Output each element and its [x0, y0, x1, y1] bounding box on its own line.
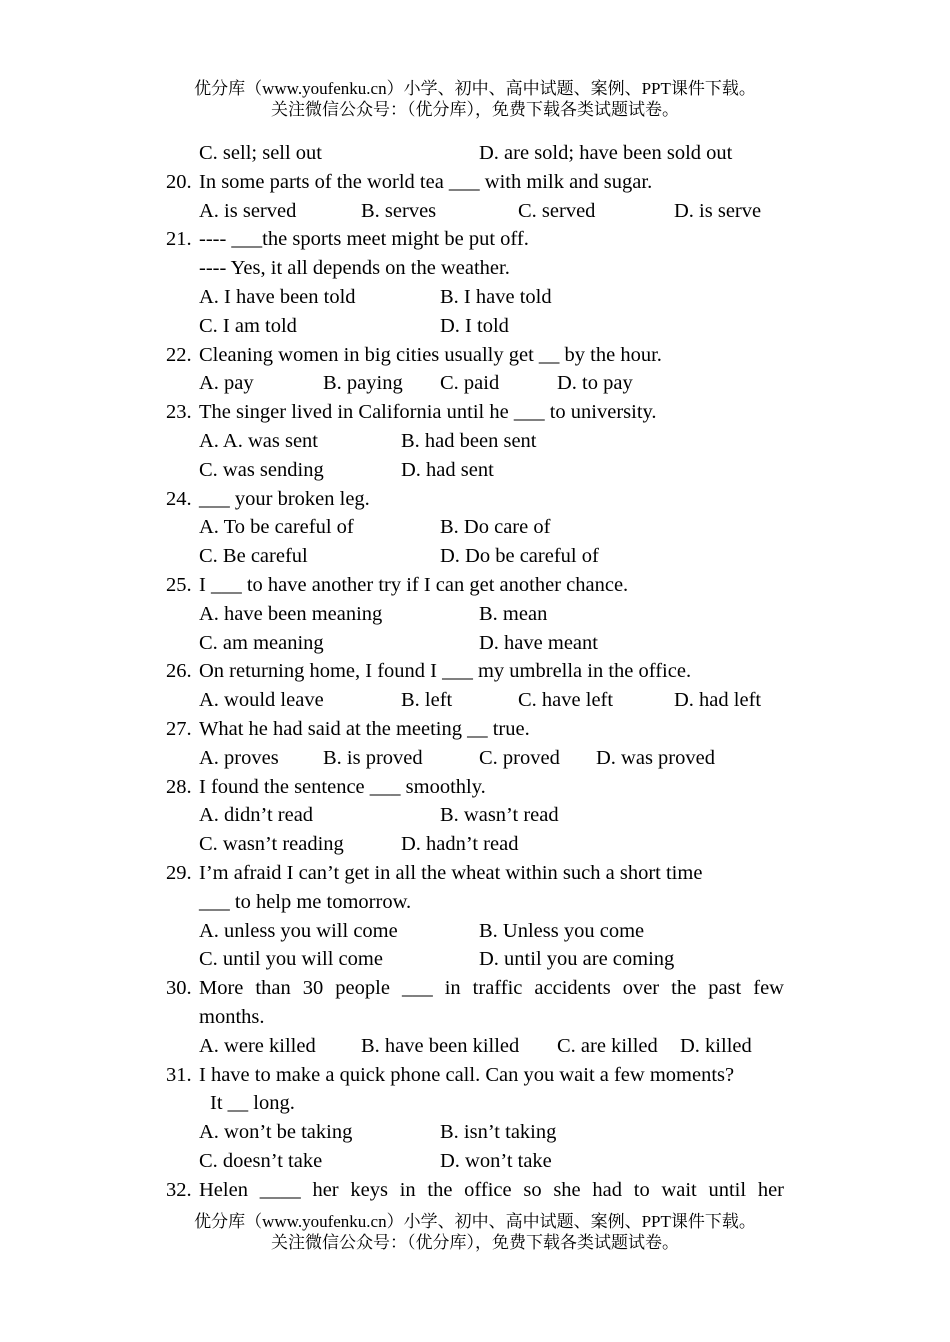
q23-options-cd	[166, 456, 784, 485]
question-list	[166, 139, 784, 1204]
q22-option-c: C. paid	[440, 372, 500, 395]
q23-text: The singer lived in California until he ___ to university.	[199, 401, 657, 424]
q24-text: ___ your broken leg.	[199, 487, 370, 510]
q28-text: I found the sentence ___ smoothly.	[199, 775, 486, 798]
page-header	[0, 78, 950, 120]
q32-number: 32.	[166, 1178, 192, 1201]
q29-options-cd	[166, 945, 784, 974]
q19-option-d: D. are sold; have been sold out	[479, 142, 733, 164]
q29-option-a: A. unless you will come	[199, 919, 398, 942]
q26-option-a: A. would leave	[199, 689, 324, 712]
q27-option-c: C. proved	[479, 746, 560, 769]
q31-option-d: D. won’t take	[440, 1149, 552, 1172]
q24-option-d: D. Do be careful of	[440, 545, 599, 568]
q29-options-ab	[166, 917, 784, 946]
q30-number: 30.	[166, 977, 192, 1000]
q26-option-b: B. left	[401, 689, 453, 712]
q21-option-d: D. I told	[440, 314, 509, 337]
q25-option-c: C. am meaning	[199, 631, 324, 654]
q30-text-2: months.	[199, 1005, 265, 1028]
q20-option-b: B. serves	[361, 199, 437, 222]
q25-text: I ___ to have another try if I can get another chance.	[199, 573, 629, 596]
q27-number: 27.	[166, 717, 192, 740]
q32-stem	[166, 1176, 784, 1205]
q31-option-a: A. won’t be taking	[199, 1121, 353, 1144]
q27-stem	[166, 715, 784, 744]
q27-options	[166, 744, 784, 773]
q21-options-cd	[166, 312, 784, 341]
q27-option-b: B. is proved	[323, 746, 423, 769]
q24-option-a: A. To be careful of	[199, 516, 354, 539]
q31-option-c: C. doesn’t take	[199, 1149, 323, 1172]
q31-text-2: It __ long.	[210, 1092, 295, 1115]
q27-option-d: D. was proved	[596, 746, 715, 769]
q29-text-2: ___ to help me tomorrow.	[199, 890, 412, 913]
q20-option-a: A. is served	[199, 199, 297, 222]
q19-option-c: C. sell; sell out	[199, 142, 322, 164]
q29-option-c: C. until you will come	[199, 948, 383, 971]
q31-stem-2	[166, 1089, 784, 1118]
q30-option-b: B. have been killed	[361, 1034, 520, 1057]
q20-stem	[166, 168, 784, 197]
q30-options	[166, 1032, 784, 1061]
q29-text: I’m afraid I can’t get in all the wheat within such a short time	[199, 861, 703, 884]
q22-text: Cleaning women in big cities usually get __ by the hour.	[199, 343, 662, 366]
q26-options	[166, 686, 784, 715]
q24-number: 24.	[166, 487, 192, 510]
q24-options-ab	[166, 513, 784, 542]
q31-number: 31.	[166, 1063, 192, 1086]
header-line-2: 关注微信公众号：（优分库），免费下载各类试题试卷。	[271, 100, 679, 119]
q28-options-ab	[166, 801, 784, 830]
q26-option-c: C. have left	[518, 689, 614, 712]
q32-text: Helen ____ her keys in the office so she had to wait until her	[199, 1178, 784, 1201]
footer-line-1: 优分库（www.youfenku.cn）小学、初中、高中试题、案例、PPT课件下载。	[194, 1212, 756, 1231]
q28-stem	[166, 773, 784, 802]
page-footer	[0, 1211, 950, 1253]
q22-option-d: D. to pay	[557, 372, 633, 395]
q21-stem	[166, 225, 784, 254]
q23-number: 23.	[166, 401, 192, 424]
q28-option-d: D. hadn’t read	[401, 833, 519, 856]
q22-option-b: B. paying	[323, 372, 403, 395]
q30-option-d: D. killed	[680, 1034, 752, 1057]
q29-option-b: B. Unless you come	[479, 919, 645, 942]
q30-option-c: C. are killed	[557, 1034, 658, 1057]
q20-options	[166, 197, 784, 226]
q26-stem	[166, 657, 784, 686]
q23-stem	[166, 398, 784, 427]
q21-stem-2	[166, 254, 784, 283]
q24-option-b: B. Do care of	[440, 516, 551, 539]
q23-option-b: B. had been sent	[401, 429, 537, 452]
q31-options-ab	[166, 1118, 784, 1147]
q31-stem	[166, 1061, 784, 1090]
q29-number: 29.	[166, 861, 192, 884]
q22-number: 22.	[166, 343, 192, 366]
q28-number: 28.	[166, 775, 192, 798]
q24-stem	[166, 485, 784, 514]
q26-option-d: D. had left	[674, 689, 762, 712]
q22-options	[166, 369, 784, 398]
header-line-1: 优分库（www.youfenku.cn）小学、初中、高中试题、案例、PPT课件下载。	[194, 79, 756, 98]
q30-stem	[166, 974, 784, 1003]
q22-stem	[166, 341, 784, 370]
q22-option-a: A. pay	[199, 372, 254, 395]
q21-text-2: ---- Yes, it all depends on the weather.	[199, 257, 510, 280]
q26-text: On returning home, I found I ___ my umbrella in the office.	[199, 660, 692, 683]
q23-option-d: D. had sent	[401, 458, 494, 481]
q25-options-ab	[166, 600, 784, 629]
q30-option-a: A. were killed	[199, 1034, 316, 1057]
q27-text: What he had said at the meeting __ true.	[199, 717, 530, 740]
q21-options-ab	[166, 283, 784, 312]
q28-options-cd	[166, 830, 784, 859]
q24-options-cd	[166, 542, 784, 571]
q20-option-c: C. served	[518, 199, 596, 222]
q21-number: 21.	[166, 228, 192, 251]
q25-options-cd	[166, 629, 784, 658]
q26-number: 26.	[166, 660, 192, 683]
q23-option-c: C. was sending	[199, 458, 324, 481]
q28-option-c: C. wasn’t reading	[199, 833, 344, 856]
q31-options-cd	[166, 1147, 784, 1176]
q28-option-b: B. wasn’t read	[440, 804, 559, 827]
q19-options-cd	[166, 139, 784, 168]
q31-option-b: B. isn’t taking	[440, 1121, 557, 1144]
q23-options-ab	[166, 427, 784, 456]
q20-text: In some parts of the world tea ___ with milk and sugar.	[199, 170, 653, 193]
q30-stem-2	[166, 1003, 784, 1032]
q29-stem-2	[166, 888, 784, 917]
q25-option-d: D. have meant	[479, 631, 598, 654]
q29-stem	[166, 859, 784, 888]
q25-option-b: B. mean	[479, 602, 548, 625]
q31-text: I have to make a quick phone call. Can you wait a few moments?	[199, 1063, 735, 1086]
q20-option-d: D. is serve	[674, 199, 762, 222]
q25-stem	[166, 571, 784, 600]
q25-option-a: A. have been meaning	[199, 602, 383, 625]
q28-option-a: A. didn’t read	[199, 804, 314, 827]
q24-option-c: C. Be careful	[199, 545, 308, 568]
q30-text: More than 30 people ___ in traffic accidents over the past few	[199, 977, 784, 1000]
footer-line-2: 关注微信公众号：（优分库），免费下载各类试题试卷。	[271, 1233, 679, 1252]
q21-option-c: C. I am told	[199, 314, 297, 337]
q21-option-b: B. I have told	[440, 285, 552, 308]
q21-option-a: A. I have been told	[199, 285, 356, 308]
q20-number: 20.	[166, 170, 192, 193]
q21-text: ---- ___the sports meet might be put off.	[199, 228, 529, 251]
q23-option-a: A. A. was sent	[199, 429, 319, 452]
q25-number: 25.	[166, 573, 192, 596]
q29-option-d: D. until you are coming	[479, 948, 675, 971]
q27-option-a: A. proves	[199, 746, 279, 769]
